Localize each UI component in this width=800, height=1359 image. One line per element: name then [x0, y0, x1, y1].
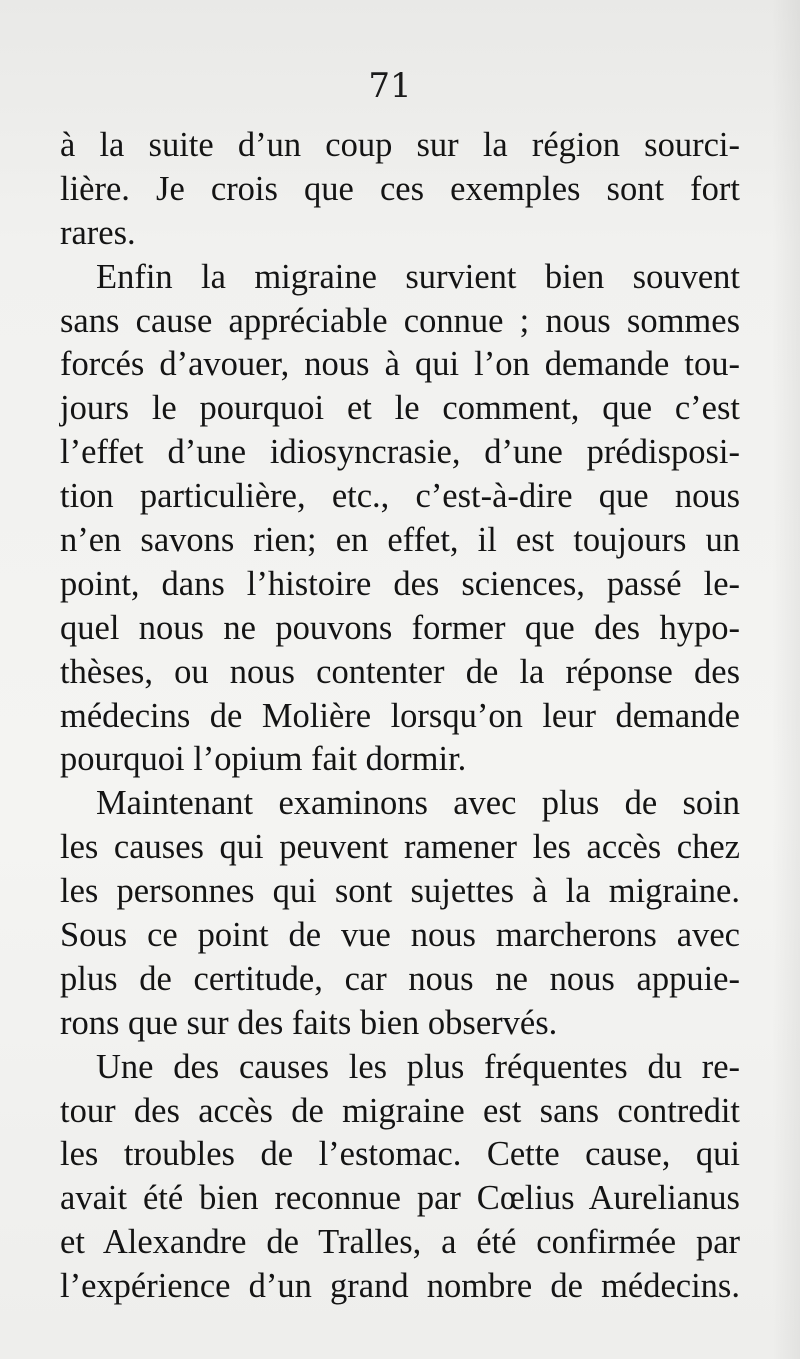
text-line: sans cause appréciable connue ; nous sommes — [60, 301, 740, 340]
text-line: les causes qui peuvent ramener les accès chez — [60, 828, 740, 867]
text-line: les troubles de l’estomac. Cette cause, qui — [60, 1135, 740, 1174]
text-line: tion particulière, etc., c’est-à-dire que nous — [60, 477, 740, 516]
text-line: Sous ce point de vue nous marcherons avec — [60, 916, 740, 955]
text-line: n’en savons rien; en effet, il est toujours un — [60, 521, 740, 560]
body-text — [60, 124, 740, 1309]
text-line: plus de certitude, car nous ne nous appuie- — [60, 959, 740, 998]
text-line: pourquoi l’opium fait dormir. — [60, 740, 467, 779]
text-line: point, dans l’histoire des sciences, passé le- — [60, 564, 740, 603]
page-number: 71 — [368, 66, 412, 106]
text-line: Une des causes les plus fréquentes du re- — [96, 1047, 740, 1086]
text-line: l’effet d’une idiosyncrasie, d’une prédisposi- — [60, 433, 740, 472]
page-edge-shadow — [772, 0, 800, 1359]
text-line: forcés d’avouer, nous à qui l’on demande tou- — [60, 345, 740, 384]
text-line: jours le pourquoi et le comment, que c’est — [60, 389, 740, 428]
text-line: lière. Je crois que ces exemples sont fort — [60, 169, 740, 208]
text-line: tour des accès de migraine est sans contredit — [60, 1091, 740, 1130]
text-line: médecins de Molière lorsqu’on leur demande — [60, 696, 740, 735]
text-line: à la suite d’un coup sur la région sourci- — [60, 126, 740, 164]
text-line: rares. — [60, 213, 136, 252]
text-line: thèses, ou nous contenter de la réponse des — [60, 652, 740, 691]
text-line: Maintenant examinons avec plus de soin — [96, 784, 740, 823]
text-line: et Alexandre de Tralles, a été confirmée par — [60, 1223, 740, 1262]
text-line: Enfin la migraine survient bien souvent — [96, 257, 740, 296]
text-line: avait été bien reconnue par Cœlius Aurelianus — [60, 1179, 740, 1218]
text-line: l’expérience d’un grand nombre de médecins. — [60, 1267, 740, 1306]
text-line: les personnes qui sont sujettes à la migraine. — [60, 872, 740, 911]
text-line: quel nous ne pouvons former que des hypo- — [60, 608, 740, 647]
text-line: rons que sur des faits bien observés. — [60, 1003, 558, 1042]
